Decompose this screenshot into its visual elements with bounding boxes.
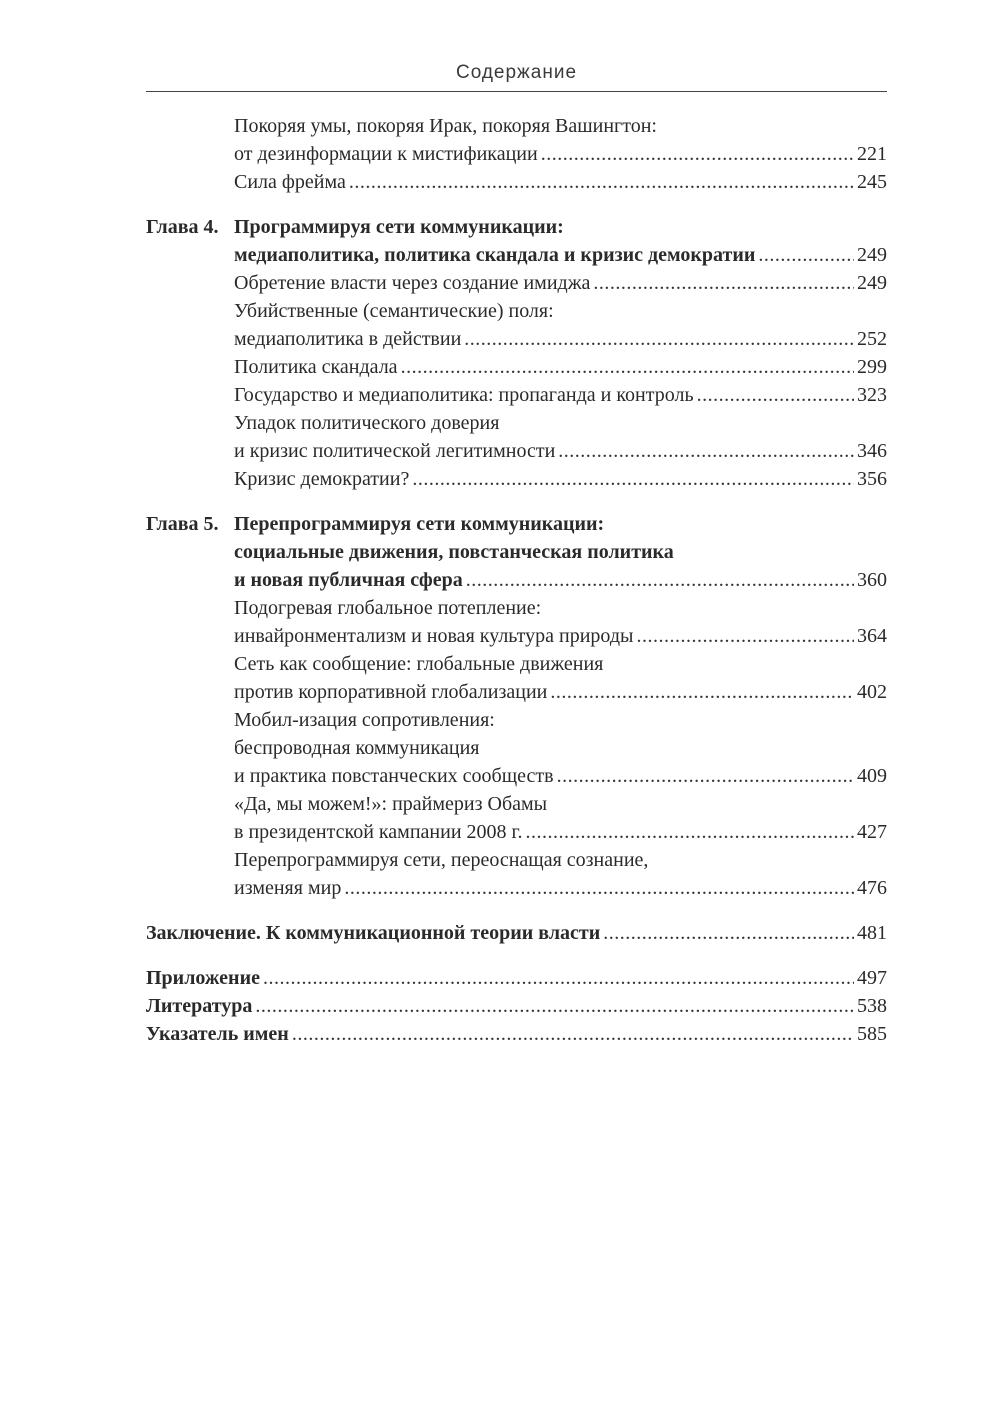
dot-leader [401,353,854,381]
toc-entry-line: Государство и медиаполитика: пропаганда и контроль ..... 323 [146,381,887,409]
toc-entry-line: Политика скандала ..... 299 [146,353,887,381]
toc-entry-line: Убийственные (семантические) поля: [234,300,554,322]
toc-appendix: Приложение ..... 497 [146,964,887,992]
toc-section-top [146,112,887,196]
chapter-label: Глава 5. [146,513,219,535]
page-number: 497 [857,967,887,989]
dot-leader [412,465,854,493]
dot-leader [255,992,854,1020]
dot-leader [758,241,854,269]
page-number: 427 [857,821,887,843]
toc-entry-line: от дезинформации к мистификации ..... 221 [146,140,887,168]
toc-entry-line: медиаполитика в действии ..... 252 [146,325,887,353]
page-number: 585 [857,1023,887,1045]
page-number: 249 [857,244,887,266]
toc-entry-line: Сеть как сообщение: глобальные движения [234,653,604,675]
dot-leader [636,622,854,650]
page-number: 364 [857,625,887,647]
toc-entry-line: изменяя мир ..... 476 [146,874,887,902]
page-number: 299 [857,356,887,378]
chapter-title-line: Глава 4. Программируя сети коммуникации: [146,213,887,241]
dot-leader [344,874,854,902]
toc-entry-line: Упадок политического доверия [234,412,500,434]
toc-entry-line: и практика повстанческих сообществ ..... 409 [146,762,887,790]
dot-leader [697,381,854,409]
toc-entry-line: Кризис демократии? ..... 356 [146,465,887,493]
page-number: 249 [857,272,887,294]
toc-bibliography: Литература ..... 538 [146,992,887,1020]
chapter-title-line: и новая публичная сфера ..... 360 [146,566,887,594]
dot-leader [550,678,854,706]
toc-entry-line: и кризис политической легитимности ..... 346 [146,437,887,465]
chapter-title-line: Глава 5. Перепрограммируя сети коммуникации: [146,510,887,538]
dot-leader [349,168,854,196]
toc-entry-line: инвайронментализм и новая культура природы ..... 364 [146,622,887,650]
toc-name-index: Указатель имен ..... 585 [146,1020,887,1048]
toc-entry-line: против корпоративной глобализации ..... 402 [146,678,887,706]
page-number: 323 [857,384,887,406]
dot-leader [593,269,854,297]
running-header: Содержание [455,62,578,83]
toc-entry-line: Подогревая глобальное потепление: [234,597,542,619]
chapter-4 [146,213,887,269]
toc-entry-line: Обретение власти через создание имиджа ..... 249 [146,269,887,297]
page-number: 221 [857,143,887,165]
toc-conclusion: Заключение. К коммуникационной теории власти ..... 481 [146,919,887,947]
toc-entry-line: Покоряя умы, покоряя Ирак, покоряя Вашингтон: [234,115,657,137]
page-number: 346 [857,440,887,462]
dot-leader [525,818,854,846]
dot-leader [557,762,854,790]
toc-entry-line: Мобил-изация сопротивления: [234,709,495,731]
chapter-4-sections [146,269,887,493]
chapter-title-line: медиаполитика, политика скандала и кризис демократии ..... 249 [146,241,887,269]
dot-leader [263,964,854,992]
page-number: 360 [857,569,887,591]
page-number: 481 [857,922,887,944]
chapter-title-line: социальные движения, повстанческая политика [234,541,674,563]
page-number: 538 [857,995,887,1017]
toc-entry-line: в президентской кампании 2008 г. ..... 427 [146,818,887,846]
page-number: 245 [857,171,887,193]
page-number: 402 [857,681,887,703]
chapter-label: Глава 4. [146,216,219,238]
toc-entry-line: Сила фрейма ..... 245 [146,168,887,196]
table-of-contents [146,112,887,1048]
dot-leader [558,437,854,465]
dot-leader [541,140,854,168]
dot-leader [466,566,854,594]
toc-entry-line: беспроводная коммуникация [234,737,480,759]
chapter-5 [146,510,887,594]
toc-entry-line: Перепрограммируя сети, переоснащая сознание, [234,849,649,871]
page-number: 252 [857,328,887,350]
page-number: 476 [857,877,887,899]
dot-leader [464,325,854,353]
page-number: 409 [857,765,887,787]
dot-leader [603,919,854,947]
page-number: 356 [857,468,887,490]
dot-leader [292,1020,854,1048]
chapter-5-sections [146,594,887,902]
toc-entry-line: «Да, мы можем!»: праймериз Обамы [234,793,548,815]
header-rule [146,91,887,92]
